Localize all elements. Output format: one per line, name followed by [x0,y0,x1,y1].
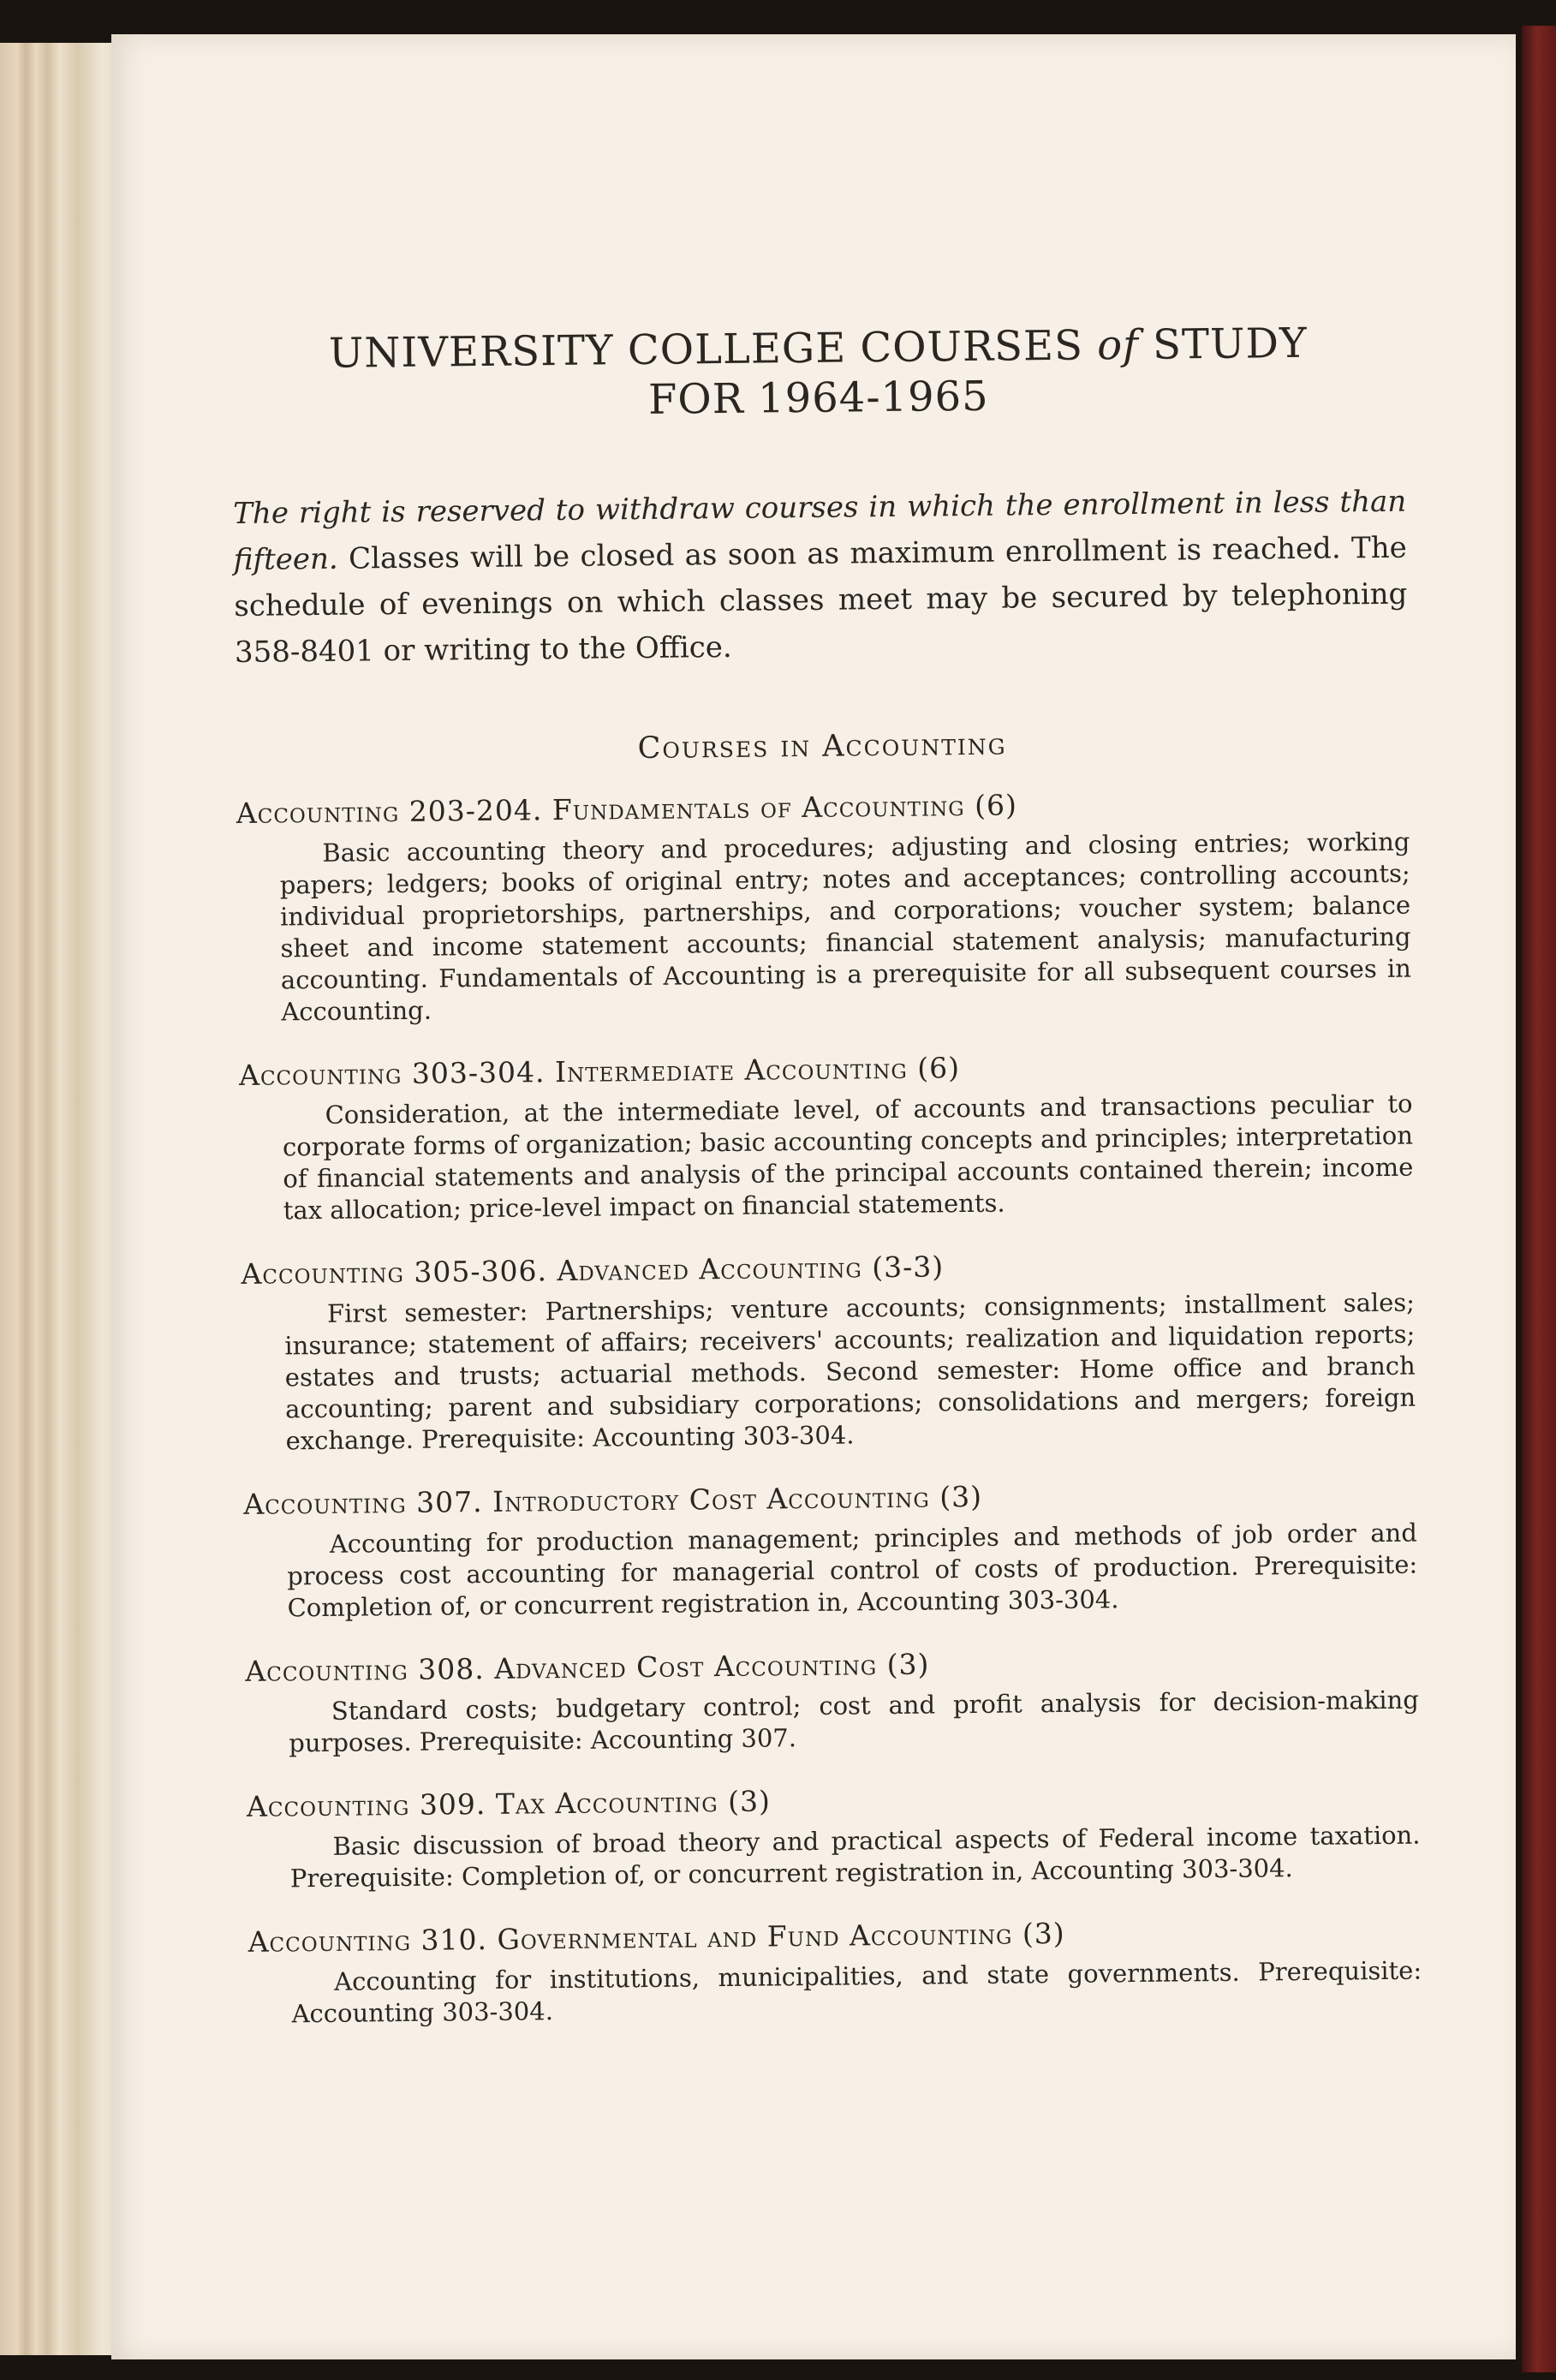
course-heading [247,1911,1421,1962]
course-dept: Accounting [245,1652,408,1688]
course-heading [245,1640,1418,1691]
course-heading [239,1044,1412,1095]
title-line1-pre: UNIVERSITY COLLEGE COURSES [328,321,1084,378]
course-description: Accounting for institutions, municipalities, and state governments. Prerequisite: Accounting 303-304. [291,1955,1422,2029]
course-heading [247,1775,1420,1827]
course-entry [241,1243,1416,1458]
section-heading: Courses in Accounting [637,727,1007,766]
course-number: 305-306. [414,1254,548,1289]
title-of: of [1096,320,1140,370]
course-dept: Accounting [247,1923,412,1959]
course-heading [243,1473,1416,1524]
page-title [231,318,1405,429]
course-credits: (6) [974,788,1018,822]
course-description: Consideration, at the intermediate level, of accounts and transactions peculiar to corporate forms of organization; basic accounting concepts and principles; interpretation of financial statements and analysis of the principal accounts contained therein; income tax allocation; price-level impact on financial statements. [282,1089,1414,1226]
course-description: Standard costs; budgetary control; cost and profit analysis for decision-making purposes. Prerequisite: Accounting 307. [289,1685,1420,1758]
course-entry [239,1044,1414,1227]
course-credits: (3-3) [872,1250,945,1285]
course-dept: Accounting [246,1787,410,1823]
course-entry [245,1640,1419,1760]
course-number: 310. [420,1922,488,1957]
intro-rest: Classes will be closed as soon as maximum enrollment is reached. The schedule of evenings on which classes meet may be secured by telephoning 358-8401 or writing to the Office. [234,530,1408,670]
course-dept: Accounting [235,794,400,830]
course-entry [247,1911,1422,2031]
course-entry [243,1473,1418,1625]
course-title: Advanced Cost Accounting [493,1648,878,1685]
course-entry [236,782,1412,1029]
course-number: 309. [419,1786,486,1822]
book-cover-edge [1522,26,1556,2372]
course-title: Intermediate Accounting [554,1051,908,1089]
course-credits: (3) [886,1647,930,1682]
title-line1-post: STUDY [1152,319,1308,369]
course-heading [236,782,1410,833]
course-credits: (6) [917,1051,961,1085]
course-credits: (3) [1022,1916,1065,1951]
book-page-edges [0,43,120,2355]
course-title: Introductory Cost Accounting [492,1480,930,1518]
course-number: 203-204. [408,793,543,828]
course-title: Governmental and Fund Accounting [497,1917,1013,1956]
course-number: 307. [415,1485,483,1519]
course-dept: Accounting [238,1056,402,1092]
intro-italic: The right is reserved to withdraw courses in which the enrollment in less than fifteen. [233,484,1407,577]
course-entry [247,1775,1421,1895]
course-number: 303-304. [411,1055,545,1090]
page-content [231,318,1422,2058]
course-heading [241,1243,1414,1294]
course-description: Basic accounting theory and procedures; adjusting and closing entries; working papers; ledgers; books of original entry; notes and acceptances; controlling accounts; individual proprietorships, partnerships, and corporations; voucher system; balance sheet and income statement accounts; financial statement analysis; manufacturing accounting. Fundamentals of Accounting is a prerequisite for all subsequent courses in Accounting. [279,826,1412,1027]
intro-paragraph [233,479,1408,676]
course-description: Accounting for production management; principles and methods of job order and process cost accounting for managerial control of costs of production. Prerequisite: Completion of, or concurrent registration in, Accounting 303-304. [287,1518,1418,1623]
title-line2: FOR 1964-1965 [647,372,989,424]
course-description: Basic discussion of broad theory and practical aspects of Federal income taxation. Prerequisite: Completion of, or concurrent registration in, Accounting 303-304. [289,1820,1421,1894]
course-title: Advanced Accounting [557,1250,862,1288]
course-number: 308. [418,1651,485,1686]
course-credits: (3) [727,1784,772,1819]
course-dept: Accounting [241,1255,405,1291]
course-list [236,782,1422,2031]
course-title: Fundamentals of Accounting [551,789,965,827]
course-dept: Accounting [243,1485,407,1521]
course-credits: (3) [939,1479,983,1514]
course-description: First semester: Partnerships; venture accounts; consignments; installment sales; insurance; statement of affairs; receivers' accounts; realization and liquidation reports; estates and trusts; actuarial methods. Second semester: Home office and branch accounting; parent and subsidiary corporations; consolidations and mergers; foreign exchange. Prerequisite: Accounting 303-304. [284,1287,1416,1456]
course-title: Tax Accounting [495,1785,718,1821]
